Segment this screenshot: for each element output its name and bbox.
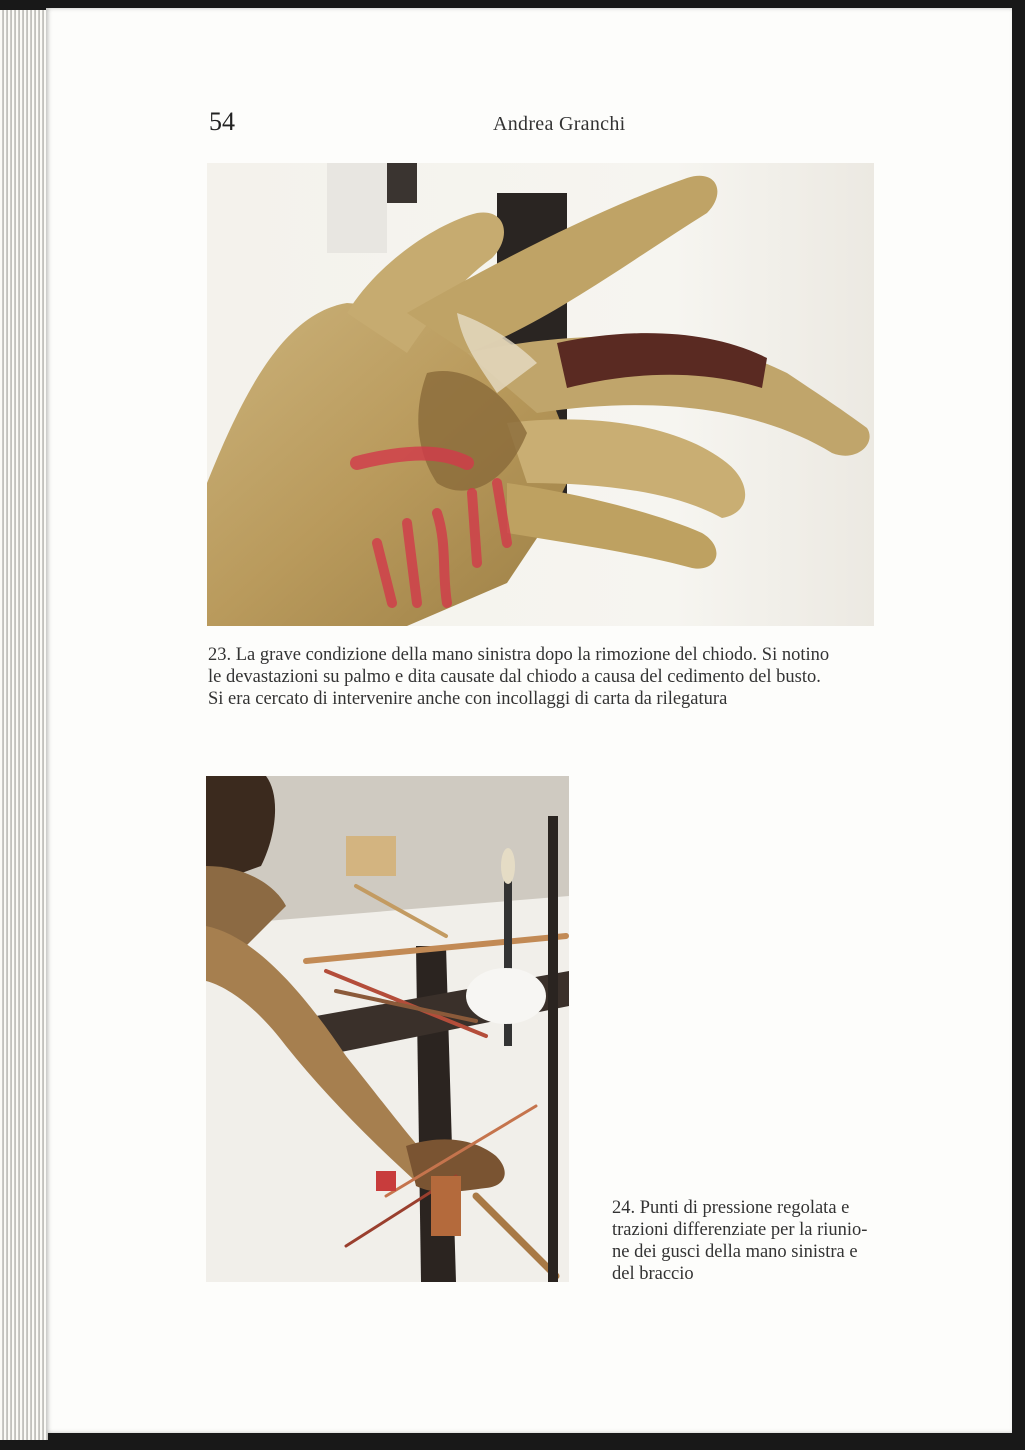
caption-line: 24. Punti di pressione regolata e — [612, 1198, 850, 1218]
caption-line: trazioni differenziate per la riunio- — [612, 1220, 868, 1240]
figure-23-photo — [207, 163, 874, 626]
caption-line: 23. La grave condizione della mano sinistra dopo la rimozione del chiodo. Si notino — [208, 645, 830, 665]
caption-line: le devastazioni su palmo e dita causate dal chiodo a causa del cedimento del busto. — [208, 667, 821, 687]
running-head-author: Andrea Granchi — [493, 113, 626, 135]
figure-24-caption — [612, 1197, 908, 1285]
page-number: 54 — [209, 107, 235, 136]
caption-line: Si era cercato di intervenire anche con incollaggi di carta da rilegatura — [208, 689, 728, 709]
page-stack-edge — [0, 10, 48, 1440]
restoration-rig-photo — [206, 776, 569, 1282]
damaged-hand-photo — [207, 163, 874, 626]
caption-line: del braccio — [612, 1264, 694, 1284]
figure-23-caption — [208, 644, 908, 710]
caption-line: ne dei gusci della mano sinistra e — [612, 1242, 858, 1262]
figure-24-photo — [206, 776, 569, 1282]
